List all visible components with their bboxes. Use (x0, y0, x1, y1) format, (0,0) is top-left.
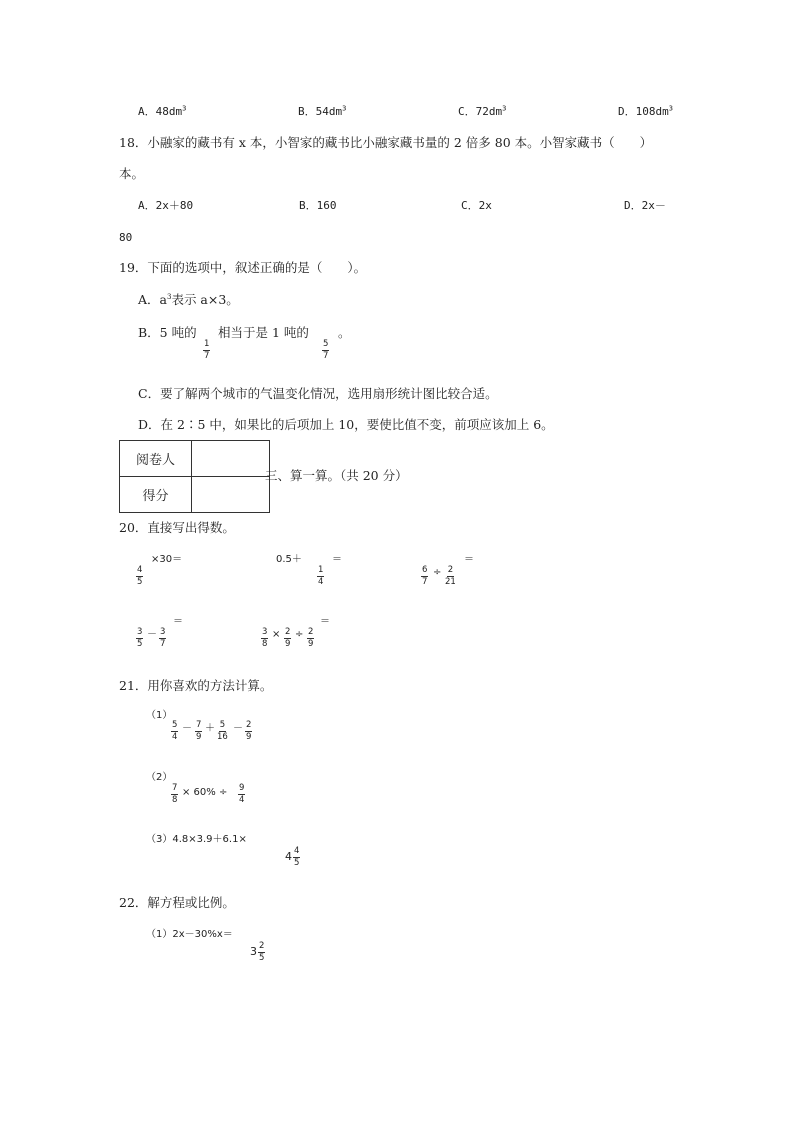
q18-option-d: D．2x－ (624, 199, 666, 212)
q20-e4-tail: ＝ (173, 616, 183, 627)
q19-option-c: C．要了解两个城市的气温变化情况，选用扇形统计图比较合适。 (138, 386, 498, 401)
q21-p1-op-2: ＋ (205, 723, 215, 734)
q20-e2-head: 0.5＋ (276, 554, 302, 565)
q21-p1-op-1: － (182, 723, 192, 734)
q21-p1-fraction-1: $\frac{5}{4}$ (172, 720, 178, 742)
q17-option-c: C．$72dm^3$ (458, 104, 507, 118)
q17-option-b: B．$54dm^3$ (298, 104, 347, 118)
q20-stem: 20．直接写出得数。 (119, 520, 235, 535)
q19-option-b-end: 。 (338, 325, 351, 340)
q20-e5-tail: ＝ (320, 616, 330, 627)
q21-p3-mixed-fraction: $\frac{4}{5}$ (294, 846, 300, 868)
q22-p1-label: （1）2x－30%x＝ (146, 929, 233, 940)
q21-p1-fraction-4: $\frac{2}{9}$ (246, 720, 252, 742)
q18-option-a: A．2x＋80 (138, 199, 194, 212)
q20-e1-tail: ×30＝ (151, 554, 183, 565)
q18-stem: 18．小融家的藏书有 x 本，小智家的藏书比小融家藏书量的 2 倍多 80 本。小智家藏书（ ） (119, 135, 653, 150)
q19-stem: 19．下面的选项中，叙述正确的是（ ）。 (119, 260, 367, 275)
q21-p1-fraction-3: $\frac{5}{16}$ (217, 720, 228, 742)
q21-p2-fraction-2: $\frac{9}{4}$ (239, 783, 245, 805)
q19-b-fraction-1: $\frac{1}{7}$ (204, 339, 210, 361)
q21-p3-label: （3）4.8×3.9＋6.1× (146, 834, 247, 845)
q17-option-d: D．$108dm^3$ (618, 104, 673, 118)
q18-stem-cont: 本。 (119, 166, 145, 181)
reviewer-label: 阅卷人 (120, 441, 192, 477)
q18-option-b: B．160 (299, 199, 337, 212)
q19-option-d: D．在 2∶5 中，如果比的后项加上 10，要使比值不变，前项应该加上 6。 (138, 417, 554, 432)
q22-p1-mixed-whole: 3 (250, 945, 257, 958)
q21-p1-label: （1） (146, 710, 173, 721)
q22-stem: 22．解方程或比例。 (119, 895, 235, 910)
q20-e3-fraction-1: $\frac{6}{7}$ (422, 565, 428, 587)
q19-option-b-prefix: B．5 吨的 (138, 325, 197, 340)
q20-e5-fraction-1: $\frac{3}{8}$ (262, 627, 268, 649)
q22-p1-mixed-fraction: $\frac{2}{5}$ (259, 941, 265, 963)
q20-e3-fraction-2: $\frac{2}{21}$ (445, 565, 456, 587)
q19-option-a: A．$a^3$表示 a×3。 (138, 292, 239, 307)
q21-p2-fraction-1: $\frac{7}{8}$ (172, 783, 178, 805)
q21-p3-mixed-whole: 4 (285, 850, 292, 863)
q20-e4-fraction-2: $\frac{3}{7}$ (160, 627, 166, 649)
score-cell (192, 477, 270, 513)
q20-e5-op-2: ÷ (295, 629, 304, 640)
q18-option-c: C．2x (461, 199, 492, 212)
section-3-title: 三、算一算。（共 20 分） (265, 468, 408, 483)
q20-e5-fraction-2: $\frac{2}{9}$ (285, 627, 291, 649)
q18-option-d-cont: 80 (119, 231, 133, 244)
reviewer-cell (192, 441, 270, 477)
q20-e5-fraction-3: $\frac{2}{9}$ (308, 627, 314, 649)
q19-b-fraction-2: $\frac{5}{7}$ (323, 339, 329, 361)
q20-e2-fraction: $\frac{1}{4}$ (318, 565, 324, 587)
q20-e4-fraction-1: $\frac{3}{5}$ (137, 627, 143, 649)
q20-e3-op: ÷ (433, 567, 442, 578)
q17-option-a: A．$48dm^3$ (138, 104, 187, 118)
q21-p2-label: （2） (146, 772, 173, 783)
q21-p1-op-3: － (233, 723, 243, 734)
q20-e4-op: － (147, 629, 157, 640)
q21-p2-mid: × 60% ÷ (182, 787, 228, 798)
score-label: 得分 (120, 477, 192, 513)
q20-e3-tail: ＝ (464, 554, 474, 565)
q21-stem: 21．用你喜欢的方法计算。 (119, 678, 273, 693)
q20-e2-tail: ＝ (332, 554, 342, 565)
score-box (119, 440, 270, 513)
q21-p1-fraction-2: $\frac{7}{9}$ (196, 720, 202, 742)
q20-e5-op-1: × (272, 629, 281, 640)
q19-option-b-mid: 相当于是 1 吨的 (218, 325, 309, 340)
q20-e1-fraction: $\frac{4}{5}$ (137, 565, 143, 587)
